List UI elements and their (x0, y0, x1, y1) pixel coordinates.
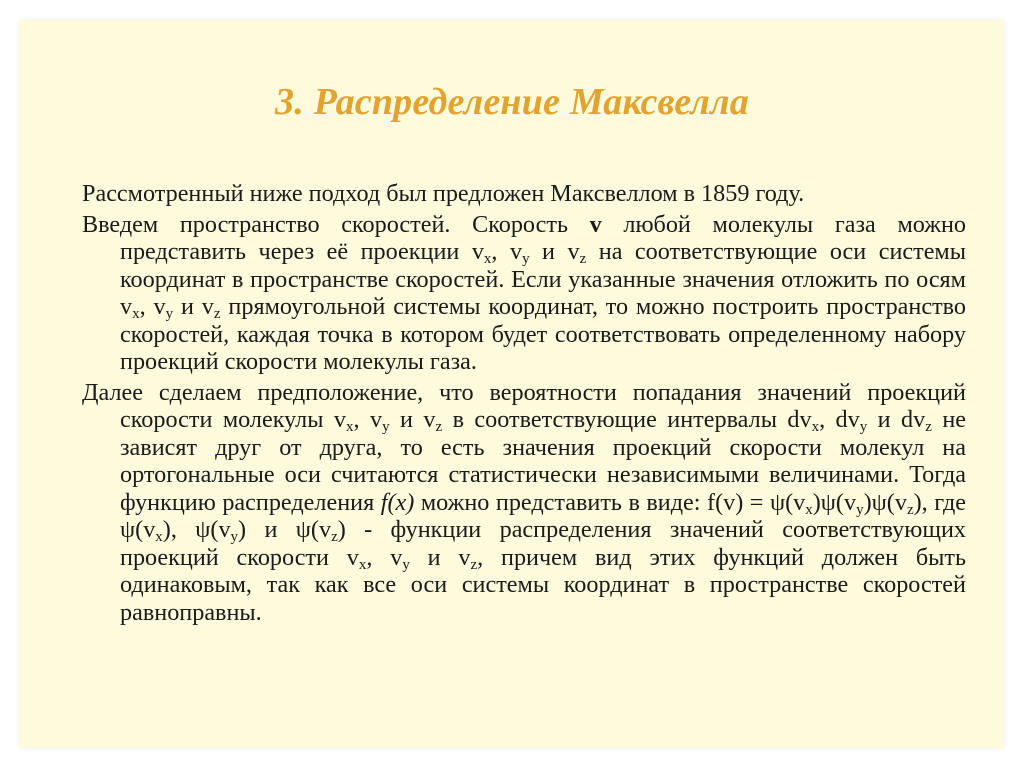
paragraph-intro (82, 180, 966, 208)
paragraph-velocity-space (82, 211, 966, 376)
text-run: и v (389, 406, 436, 433)
subscript: z (331, 529, 338, 545)
text-run: )ψ(v (863, 488, 907, 516)
subscript: x (805, 501, 813, 518)
text-run: и v (409, 543, 471, 571)
subscript: x (358, 556, 367, 573)
slide (20, 20, 1004, 748)
text-run: , v (366, 543, 403, 571)
function-symbol: f(x) (380, 488, 415, 516)
subscript: z (470, 556, 478, 573)
text-run: ), где ψ(v (120, 488, 966, 543)
subscript: y (230, 529, 239, 545)
subscript: y (402, 556, 410, 573)
text-run: , v (139, 293, 166, 320)
subscript: y (382, 419, 390, 435)
text-run: и v (173, 293, 214, 320)
subscript: y (165, 306, 174, 322)
text-run: Рассмотренный ниже подход был предложен Максвеллом в 1859 году. (82, 180, 805, 207)
text-run: и dv (867, 406, 926, 433)
text-run: Далее сделаем предположение, что вероятности попадания значений проекций скорости молекулы v (82, 378, 966, 433)
text-run: Введем пространство скоростей. Скорость (82, 210, 590, 238)
subscript: y (859, 419, 868, 435)
text-run: , v (491, 238, 523, 265)
subscript: z (579, 251, 587, 267)
text-run: не зависят друг от друга, то есть значения проекций скорости молекул на ортогональные оси считаются статистически независимыми величинами. Тогда функцию распределения (120, 406, 967, 516)
text-run: )ψ(v (812, 488, 857, 516)
text-run: на соответствующие оси системы координат в пространстве скоростей. Если указанные значения отложить по осям v (120, 238, 966, 320)
subscript: x (155, 529, 163, 545)
subscript: x (811, 419, 820, 435)
text-run: прямоугольной системы координат, то можно построить пространство скоростей, каждая точка в котором будет соответствовать определенному набору проекций скорости молекулы газа. (120, 293, 967, 375)
text-run: и v (529, 238, 580, 265)
text-run: , dv (819, 406, 860, 433)
text-run: ) и ψ(v (238, 516, 332, 543)
velocity-vector-symbol: v (589, 210, 602, 238)
subscript: y (522, 251, 530, 267)
subscript: x (483, 251, 492, 267)
subscript: z (213, 306, 221, 322)
subscript: z (435, 419, 443, 435)
paragraph-independence (82, 379, 966, 627)
text-run: можно представить в виде: f(v) = ψ(v (414, 488, 806, 516)
subscript: x (346, 419, 354, 435)
subscript: y (856, 501, 864, 518)
text-run: , v (353, 406, 383, 433)
text-run: в соответствующие интервалы dv (442, 406, 812, 433)
subscript: x (132, 306, 140, 322)
slide-body (82, 180, 966, 629)
text-run: , причем вид этих функций должен быть одинаковым, так как все оси системы координат в пространстве скоростей равноправны. (120, 543, 966, 626)
text-run: ) - функции распределения значений соответствующих проекций скорости v (120, 516, 966, 571)
subscript: z (906, 501, 914, 518)
slide-title: 3. Распределение Максвелла (275, 81, 749, 123)
subscript: z (925, 419, 932, 435)
text-run: ), ψ(v (162, 516, 231, 543)
text-run: любой молекулы газа можно представить через её проекции v (120, 210, 966, 265)
